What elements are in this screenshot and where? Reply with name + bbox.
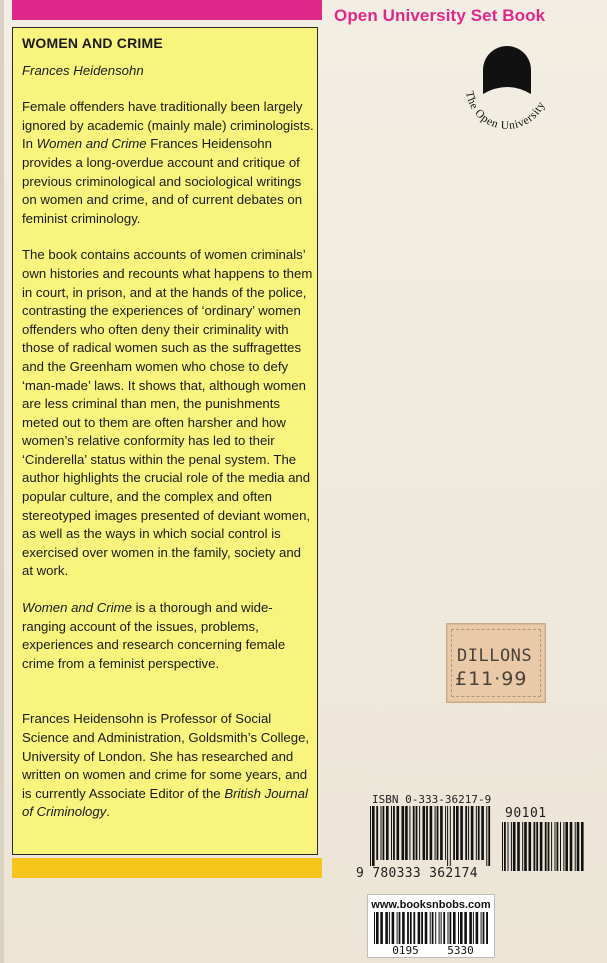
seller-code-left: 0195 xyxy=(392,944,419,957)
author-bio-end: . xyxy=(106,804,110,820)
barcode-bar xyxy=(469,912,472,944)
orange-band xyxy=(12,858,322,878)
blurb-paragraph-1 xyxy=(22,98,314,228)
barcode-bar xyxy=(478,806,480,860)
barcode-bar xyxy=(441,912,442,944)
barcode-bar xyxy=(391,806,392,860)
barcode-bar xyxy=(481,912,482,944)
seller-name: www.booksnbobs.com xyxy=(371,899,491,911)
barcode-bar xyxy=(450,806,451,866)
barcode-bar xyxy=(581,822,584,871)
barcode-bar xyxy=(476,806,477,860)
blurb-p3-rest: is a thorough and wide-ranging account of the issues, problems, experiences and research concerning female crime from a feminist perspective. xyxy=(22,600,286,671)
series-label: Open University Set Book xyxy=(334,6,546,25)
sticker-shop-name: DILLONS xyxy=(457,646,533,666)
barcode-bar xyxy=(416,806,418,860)
barcode-bar xyxy=(443,912,445,944)
barcode-bar xyxy=(430,806,433,860)
ean-digits: 9 780333 362174 xyxy=(356,866,478,881)
barcode-bar xyxy=(468,806,469,860)
barcode-bar xyxy=(557,822,559,871)
pink-band xyxy=(12,0,322,20)
open-university-logo xyxy=(452,36,562,146)
barcode-bar xyxy=(370,806,371,866)
book-author: Frances Heidensohn xyxy=(22,62,144,78)
barcode-bar xyxy=(476,912,479,944)
barcode-bar xyxy=(488,806,490,866)
barcode-bar xyxy=(555,822,556,871)
barcode-bar xyxy=(486,806,487,866)
barcode-bar xyxy=(376,806,378,860)
barcode-bar xyxy=(392,912,395,944)
open-university-keyhole-logo-icon xyxy=(452,36,562,146)
cover-edge xyxy=(0,0,4,963)
barcode-bar xyxy=(447,806,448,866)
seller-label xyxy=(367,894,495,958)
barcode-bar xyxy=(545,822,547,871)
barcode-bar xyxy=(448,912,449,944)
barcode-bar xyxy=(418,912,421,944)
barcode-bar xyxy=(413,912,415,944)
barcode-bar xyxy=(529,822,532,871)
barcode-bar xyxy=(464,912,467,944)
barcode-bar xyxy=(522,822,523,871)
author-bio-text: Frances Heidensohn is Professor of Social Science and Administration, Goldsmith’s College, University of London. She has researched and written on women and crime for some years, and is currently Associate Editor of the xyxy=(22,711,310,801)
seller-code xyxy=(378,944,488,957)
barcode-bar xyxy=(513,822,516,871)
barcode-bar xyxy=(435,806,436,860)
barcode-bar xyxy=(402,806,405,860)
barcode-bar xyxy=(570,822,573,871)
barcode-bar xyxy=(536,822,538,871)
barcode-bar xyxy=(508,822,509,871)
barcode-bar xyxy=(421,912,423,944)
seller-code-right: 5330 xyxy=(447,944,474,957)
barcode-bar xyxy=(456,806,459,860)
barcode-bar xyxy=(560,822,561,871)
barcode-bar xyxy=(399,912,401,944)
blurb-text xyxy=(22,34,314,840)
barcode-bar xyxy=(473,912,474,944)
logo-text: The Open University xyxy=(463,90,548,133)
book-title: WOMEN AND CRIME xyxy=(22,35,163,51)
barcode-bar xyxy=(551,822,552,871)
barcode-bar xyxy=(450,912,452,944)
barcode-bar xyxy=(372,806,375,866)
barcode-bar xyxy=(383,806,385,860)
barcode-bar xyxy=(440,806,443,860)
barcode-bar xyxy=(389,912,390,944)
barcode-bar xyxy=(430,912,431,944)
barcode-bar xyxy=(393,806,395,860)
barcode-bar xyxy=(423,806,426,860)
barcode-bar xyxy=(511,822,512,871)
barcode-bar xyxy=(460,806,463,860)
barcode-bar xyxy=(419,806,420,860)
barcode-bar xyxy=(435,912,436,944)
blurb-p3-title: Women and Crime xyxy=(22,600,132,616)
barcode-bar xyxy=(397,806,400,860)
barcode-bar xyxy=(524,822,527,871)
blurb-paragraph-2: The book contains accounts of women criminals’ own histories and recounts what happens to them in court, in prison, and at the hands of the police, contrasting the experiences of ‘ordinary’ women offenders who often deny their criminality with those of radical women such as the suffragettes and the Greenham women who chose to defy ‘man-made’ laws. It shows that, although women are less criminal than men, the punishments meted out to them are often harsher and how women’s relative conformity has led to their ‘Cinderella’ status within the penal system. The author highlights the crucial role of the media and popular culture, and the complex and often stereotyped images presented of deviant women, as well as the ways in which social control is exercised over women in the family, society and at work. xyxy=(22,247,313,579)
barcode-bar xyxy=(577,822,580,871)
barcode-bar xyxy=(483,912,485,944)
barcode-bar xyxy=(432,912,434,944)
barcode-bar xyxy=(425,912,428,944)
barcode-bar xyxy=(413,806,415,860)
barcode-bar xyxy=(575,822,576,871)
barcode-bar xyxy=(458,912,459,944)
barcode-bar xyxy=(380,912,383,944)
barcode-bar xyxy=(385,912,388,944)
barcode-bar xyxy=(426,806,428,860)
barcode-bar xyxy=(376,912,379,944)
barcode-bar xyxy=(405,806,408,860)
barcode-bar xyxy=(453,806,455,860)
barcode-bar xyxy=(453,912,456,944)
barcode-bar xyxy=(437,806,439,860)
barcode-bar xyxy=(565,822,568,871)
blurb-p1-sentence: Female offenders have traditionally been largely ignored by academic (mainly male) criminologists. xyxy=(22,99,314,133)
barcode-bar xyxy=(534,822,536,871)
blurb-p1-in: In xyxy=(22,136,33,152)
barcode-bar xyxy=(502,822,503,871)
isbn-number: ISBN 0-333-36217-9 xyxy=(372,793,492,806)
price-sticker xyxy=(446,623,546,703)
barcode-bar xyxy=(548,822,550,871)
barcode-bar xyxy=(481,806,484,860)
barcode-bar xyxy=(445,806,446,860)
barcode-bar xyxy=(386,806,389,860)
barcode-bar xyxy=(486,912,488,944)
barcode-bar xyxy=(460,912,463,944)
barcode-bar xyxy=(563,822,564,871)
author-bio-journal: British Journal of Criminology xyxy=(22,785,308,820)
barcode-bar xyxy=(439,912,440,944)
addon-digits: 90101 xyxy=(505,806,547,821)
barcode-bar xyxy=(374,912,375,944)
barcode-bar xyxy=(471,806,474,860)
barcode-bar xyxy=(397,912,398,944)
addon-barcode xyxy=(502,822,584,877)
barcode-bar xyxy=(381,806,382,860)
barcode-bar xyxy=(410,912,412,944)
blurb-paragraph-3 xyxy=(22,599,314,673)
ean-barcode xyxy=(370,806,492,866)
barcode-bar xyxy=(504,822,506,871)
barcode-bar xyxy=(402,912,405,944)
barcode-bar xyxy=(465,806,467,860)
author-bio xyxy=(22,710,314,822)
blurb-p1-rest: Frances Heidensohn provides a long-overdue account and critique of previous criminological and sociological writings on women and crime, and of current debates on feminist criminology. xyxy=(22,136,303,226)
barcode-bar xyxy=(409,806,410,860)
sticker-price: £11·99 xyxy=(455,668,528,690)
barcode-bar xyxy=(517,822,520,871)
blurb-p1-title: Women and Crime xyxy=(36,136,147,152)
barcode-bar xyxy=(407,912,409,944)
barcode-bar xyxy=(540,822,543,871)
